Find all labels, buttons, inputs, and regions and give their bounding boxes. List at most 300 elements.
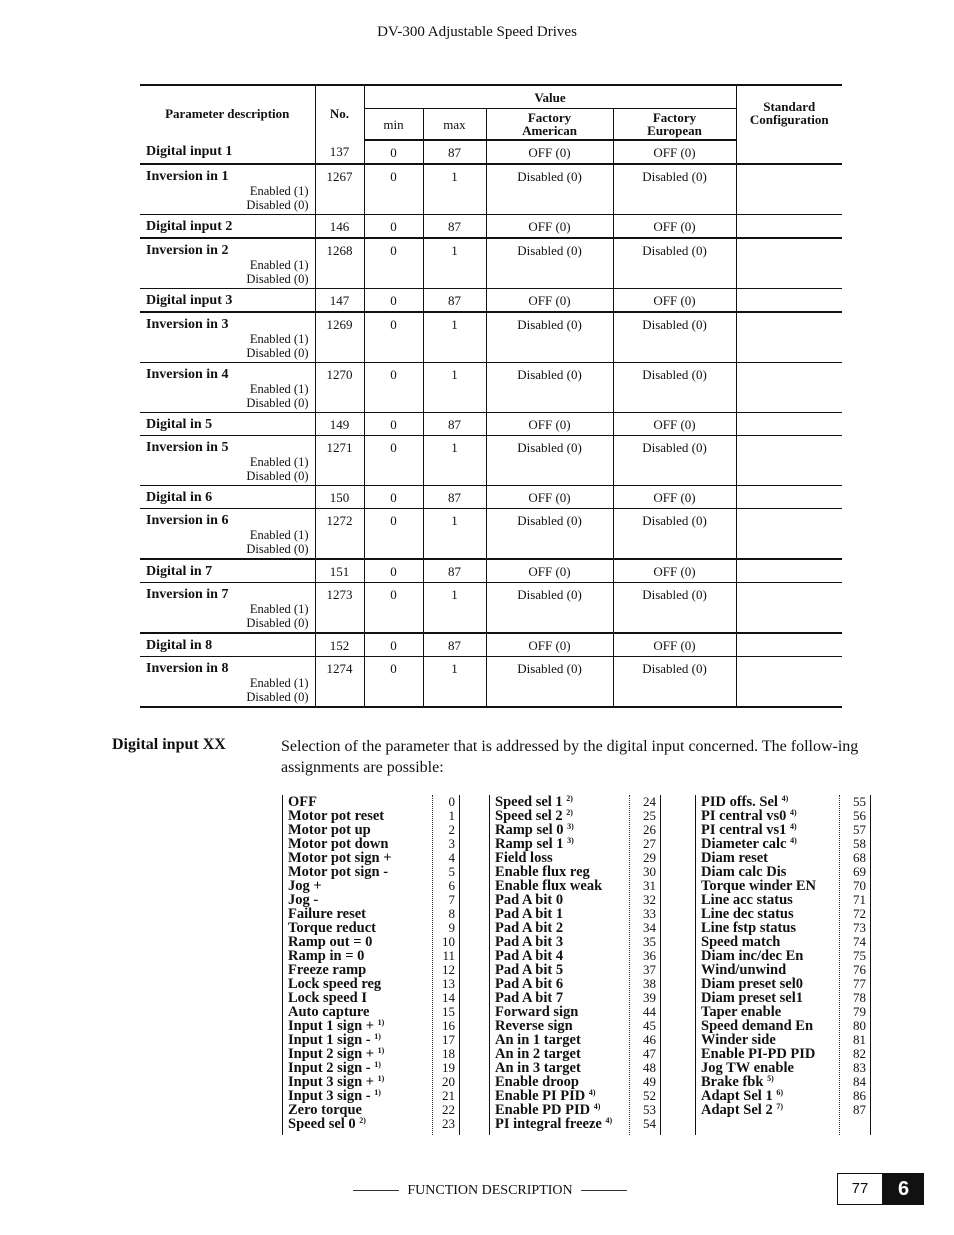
assignment-name xyxy=(701,1019,839,1033)
assignment-name xyxy=(495,907,629,921)
assignment-name xyxy=(701,1033,839,1047)
assignment-label: An in 3 target xyxy=(495,1060,581,1076)
cell-min: 0 xyxy=(364,583,423,634)
assignment-name xyxy=(495,935,629,949)
assignment-label: Speed sel 1 xyxy=(495,794,563,810)
assignment-name xyxy=(495,977,629,991)
cell-standard-config xyxy=(736,559,842,583)
assignment-label: OFF xyxy=(288,794,317,810)
assignment-label: Motor pot sign + xyxy=(288,850,392,866)
footnote-ref: 1) xyxy=(377,1018,385,1027)
assignment-name xyxy=(701,809,839,823)
assignment-value: 44 xyxy=(643,1004,656,1019)
assignment-label: Input 2 sign + xyxy=(288,1046,375,1062)
assignment-value: 26 xyxy=(643,822,656,837)
assignment-values xyxy=(629,795,661,1135)
assignment-name xyxy=(701,921,839,935)
assignment-name xyxy=(701,851,839,865)
cell-fa: Disabled (0) xyxy=(486,657,613,708)
assignment-value: 52 xyxy=(643,1088,656,1103)
assignment-value: 3 xyxy=(448,836,455,851)
assignment-value: 48 xyxy=(643,1060,656,1075)
assignment-label: Pad A bit 6 xyxy=(495,976,564,992)
assignment-value: 5 xyxy=(448,864,455,879)
cell-min: 0 xyxy=(364,140,423,164)
section-label: Digital input XX xyxy=(112,736,226,753)
param-option-enabled: Enabled (1) xyxy=(249,184,309,198)
assignment-value: 11 xyxy=(442,948,455,963)
assignment-name xyxy=(701,991,839,1005)
param-option-disabled: Disabled (0) xyxy=(246,396,309,410)
cell-fe: OFF (0) xyxy=(613,486,736,509)
footnote-ref: 4) xyxy=(593,1102,601,1111)
assignment-label: Diam calc Dis xyxy=(701,864,787,880)
assignment-name xyxy=(701,1075,839,1089)
assignment-label: Motor pot down xyxy=(288,836,389,852)
cell-max: 1 xyxy=(423,657,486,708)
assignment-label: Jog - xyxy=(288,892,319,908)
footer-rule-left xyxy=(353,1190,399,1191)
param-desc-cell xyxy=(140,289,315,313)
cell-no: 151 xyxy=(315,559,364,583)
assignment-names xyxy=(489,795,629,1135)
assignment-label: Taper enable xyxy=(701,1004,782,1020)
assignment-name xyxy=(495,1005,629,1019)
cell-no: 1270 xyxy=(315,363,364,413)
cell-min: 0 xyxy=(364,312,423,363)
cell-no: 152 xyxy=(315,633,364,657)
assignment-label: Torque winder EN xyxy=(701,878,816,894)
header-value: Value xyxy=(364,85,736,109)
assignment-value: 38 xyxy=(643,976,656,991)
header-no: No. xyxy=(315,85,364,140)
assignment-label: Lock speed I xyxy=(288,990,367,1006)
cell-min: 0 xyxy=(364,509,423,560)
param-option-enabled: Enabled (1) xyxy=(249,382,309,396)
assignment-value: 45 xyxy=(643,1018,656,1033)
footnote-ref: 7) xyxy=(776,1102,784,1111)
cell-fa: Disabled (0) xyxy=(486,164,613,215)
param-option-enabled: Enabled (1) xyxy=(249,258,309,272)
assignment-name xyxy=(495,949,629,963)
assignment-name xyxy=(288,963,432,977)
footnote-ref: 4) xyxy=(781,794,789,803)
assignment-label: Winder side xyxy=(701,1032,776,1048)
header-factory-american: Factory American xyxy=(486,109,613,141)
assignment-name xyxy=(288,1033,432,1047)
assignment-label: Reverse sign xyxy=(495,1018,573,1034)
assignment-value: 33 xyxy=(643,906,656,921)
assignment-name xyxy=(495,879,629,893)
assignment-label: An in 1 target xyxy=(495,1032,581,1048)
cell-no: 1274 xyxy=(315,657,364,708)
assignment-label: Input 1 sign + xyxy=(288,1018,375,1034)
assignment-name xyxy=(495,963,629,977)
cell-min: 0 xyxy=(364,633,423,657)
assignment-name xyxy=(288,949,432,963)
cell-standard-config xyxy=(736,413,842,436)
assignment-value: 31 xyxy=(643,878,656,893)
assignment-value: 47 xyxy=(643,1046,656,1061)
assignment-name xyxy=(495,851,629,865)
assignment-value: 82 xyxy=(853,1046,866,1061)
assignment-name xyxy=(288,893,432,907)
param-desc-cell xyxy=(140,436,315,486)
assignment-label: Speed match xyxy=(701,934,781,950)
param-desc-cell xyxy=(140,363,315,413)
cell-min: 0 xyxy=(364,559,423,583)
assignment-name xyxy=(288,935,432,949)
footnote-ref: 6) xyxy=(776,1088,784,1097)
assignment-value: 18 xyxy=(442,1046,455,1061)
cell-min: 0 xyxy=(364,363,423,413)
assignment-value: 75 xyxy=(853,948,866,963)
assignment-name xyxy=(701,949,839,963)
param-name: Digital in 7 xyxy=(146,564,213,579)
cell-fa: Disabled (0) xyxy=(486,363,613,413)
assignment-value: 79 xyxy=(853,1004,866,1019)
cell-max: 87 xyxy=(423,289,486,313)
cell-no: 149 xyxy=(315,413,364,436)
assignment-label: Pad A bit 0 xyxy=(495,892,564,908)
assignment-value: 49 xyxy=(643,1074,656,1089)
assignment-value: 34 xyxy=(643,920,656,935)
cell-fa: Disabled (0) xyxy=(486,238,613,289)
assignment-value: 24 xyxy=(643,794,656,809)
cell-max: 1 xyxy=(423,312,486,363)
table-row xyxy=(140,486,842,509)
assignment-label: Enable droop xyxy=(495,1074,579,1090)
cell-no: 147 xyxy=(315,289,364,313)
assignment-name xyxy=(288,977,432,991)
assignment-name xyxy=(288,907,432,921)
footnote-ref: 1) xyxy=(374,1088,381,1097)
cell-standard-config xyxy=(736,238,842,289)
param-desc-cell xyxy=(140,413,315,436)
assignment-label: Zero torque xyxy=(288,1102,362,1118)
assignment-name xyxy=(495,1075,629,1089)
cell-fe: Disabled (0) xyxy=(613,238,736,289)
param-name: Inversion in 6 xyxy=(146,513,229,528)
page-header: DV-300 Adjustable Speed Drives xyxy=(377,24,577,40)
param-desc-cell xyxy=(140,583,315,634)
cell-fe: OFF (0) xyxy=(613,215,736,239)
cell-min: 0 xyxy=(364,238,423,289)
assignment-label: Ramp in = 0 xyxy=(288,948,365,964)
footnote-ref: 1) xyxy=(377,1074,385,1083)
assignment-label: Diam preset sel1 xyxy=(701,990,804,1006)
assignment-label: Adapt Sel 1 xyxy=(701,1088,773,1104)
assignment-name xyxy=(701,879,839,893)
assignment-value: 72 xyxy=(853,906,866,921)
param-option-disabled: Disabled (0) xyxy=(246,272,309,286)
assignment-value: 21 xyxy=(442,1088,455,1103)
param-option-enabled: Enabled (1) xyxy=(249,602,309,616)
footnote-ref: 4) xyxy=(790,836,797,845)
assignment-name xyxy=(288,865,432,879)
assignment-name xyxy=(701,963,839,977)
cell-standard-config xyxy=(736,363,842,413)
table-row xyxy=(140,289,842,313)
cell-max: 1 xyxy=(423,436,486,486)
assignment-name xyxy=(495,1033,629,1047)
cell-standard-config xyxy=(736,140,842,164)
footnote-ref: 4) xyxy=(790,822,797,831)
footnote-ref: 1) xyxy=(374,1032,381,1041)
param-option-disabled: Disabled (0) xyxy=(246,469,309,483)
assignment-value: 32 xyxy=(643,892,656,907)
cell-max: 1 xyxy=(423,509,486,560)
cell-standard-config xyxy=(736,486,842,509)
param-option-disabled: Disabled (0) xyxy=(246,346,309,360)
cell-standard-config xyxy=(736,164,842,215)
param-desc-cell xyxy=(140,486,315,509)
cell-no: 150 xyxy=(315,486,364,509)
assignment-label: Motor pot sign - xyxy=(288,864,389,880)
assignment-name xyxy=(495,837,629,851)
cell-max: 87 xyxy=(423,486,486,509)
assignment-value: 9 xyxy=(448,920,455,935)
assignment-value: 57 xyxy=(853,822,866,837)
assignment-value: 27 xyxy=(643,836,656,851)
assignment-label: Input 2 sign - xyxy=(288,1060,371,1076)
assignment-name xyxy=(288,991,432,1005)
cell-fe: Disabled (0) xyxy=(613,657,736,708)
assignment-label: Diam reset xyxy=(701,850,768,866)
cell-min: 0 xyxy=(364,289,423,313)
assignment-label: Diameter calc xyxy=(701,836,787,852)
cell-min: 0 xyxy=(364,657,423,708)
assignment-value: 20 xyxy=(442,1074,455,1089)
param-name: Inversion in 4 xyxy=(146,367,229,382)
cell-standard-config xyxy=(736,289,842,313)
table-row xyxy=(140,215,842,239)
assignment-value: 81 xyxy=(853,1032,866,1047)
assignment-value: 13 xyxy=(442,976,455,991)
assignment-label: Auto capture xyxy=(288,1004,370,1020)
assignment-name xyxy=(288,879,432,893)
cell-fe: Disabled (0) xyxy=(613,509,736,560)
assignment-name xyxy=(495,921,629,935)
assignment-label: Ramp sel 1 xyxy=(495,836,564,852)
cell-no: 146 xyxy=(315,215,364,239)
assignment-label: Pad A bit 4 xyxy=(495,948,564,964)
assignment-label: Motor pot up xyxy=(288,822,371,838)
cell-fa: OFF (0) xyxy=(486,289,613,313)
assignment-name xyxy=(495,1019,629,1033)
assignment-label: Lock speed reg xyxy=(288,976,382,992)
cell-no: 1268 xyxy=(315,238,364,289)
assignment-label: Motor pot reset xyxy=(288,808,385,824)
cell-max: 87 xyxy=(423,413,486,436)
assignment-value: 12 xyxy=(442,962,455,977)
footnote-ref: 5) xyxy=(767,1074,774,1083)
assignment-name xyxy=(288,851,432,865)
param-name: Inversion in 7 xyxy=(146,587,229,602)
chapter-tab: 6 xyxy=(883,1173,924,1205)
footnote-ref: 3) xyxy=(567,822,574,831)
assignment-value: 56 xyxy=(853,808,866,823)
assignment-label: Jog TW enable xyxy=(701,1060,794,1076)
assignment-label: An in 2 target xyxy=(495,1046,581,1062)
param-name: Digital input 1 xyxy=(146,144,233,159)
table-row xyxy=(140,657,842,708)
footnote-ref: 1) xyxy=(374,1060,381,1069)
assignment-value: 30 xyxy=(643,864,656,879)
assignment-name xyxy=(701,907,839,921)
table-row xyxy=(140,509,842,560)
header-param-desc: Parameter description xyxy=(140,85,315,140)
cell-fa: OFF (0) xyxy=(486,486,613,509)
cell-min: 0 xyxy=(364,436,423,486)
assignment-value: 16 xyxy=(442,1018,455,1033)
cell-standard-config xyxy=(736,509,842,560)
assignment-value: 39 xyxy=(643,990,656,1005)
cell-no: 1271 xyxy=(315,436,364,486)
assignment-value: 87 xyxy=(853,1102,866,1117)
cell-no: 1273 xyxy=(315,583,364,634)
assignment-name xyxy=(288,1103,432,1117)
header-standard-config: Standard Configuration xyxy=(736,85,842,140)
assignment-value: 36 xyxy=(643,948,656,963)
assignment-name xyxy=(495,1103,629,1117)
param-name: Digital input 2 xyxy=(146,219,233,234)
param-name: Inversion in 1 xyxy=(146,169,229,184)
table-row xyxy=(140,164,842,215)
footnote-ref: 4) xyxy=(588,1088,596,1097)
assignment-label: Freeze ramp xyxy=(288,962,367,978)
param-desc-cell xyxy=(140,215,315,239)
assignment-value: 1 xyxy=(448,808,455,823)
param-option-disabled: Disabled (0) xyxy=(246,198,309,212)
assignment-label: Speed sel 2 xyxy=(495,808,563,824)
assignment-value: 14 xyxy=(442,990,455,1005)
footnote-ref: 4) xyxy=(790,808,797,817)
assignment-value: 46 xyxy=(643,1032,656,1047)
param-option-disabled: Disabled (0) xyxy=(246,690,309,704)
param-desc-cell xyxy=(140,312,315,363)
assignment-value: 55 xyxy=(853,794,866,809)
assignment-name xyxy=(495,1117,629,1131)
assignment-name xyxy=(495,795,629,809)
assignment-name xyxy=(288,1019,432,1033)
cell-fa: Disabled (0) xyxy=(486,436,613,486)
assignment-name xyxy=(288,1075,432,1089)
assignment-value: 74 xyxy=(853,934,866,949)
footnote-ref: 2) xyxy=(566,794,573,803)
assignment-value: 19 xyxy=(442,1060,455,1075)
footer xyxy=(340,1183,640,1199)
param-desc-cell xyxy=(140,164,315,215)
assignment-value: 6 xyxy=(448,878,455,893)
assignment-name xyxy=(701,1089,839,1103)
assignment-value: 70 xyxy=(853,878,866,893)
table-row xyxy=(140,363,842,413)
table-row xyxy=(140,238,842,289)
assignment-name xyxy=(701,1047,839,1061)
assignment-name xyxy=(495,1047,629,1061)
header-factory-european: Factory European xyxy=(613,109,736,141)
cell-fe: Disabled (0) xyxy=(613,164,736,215)
param-name: Digital in 6 xyxy=(146,490,213,505)
assignment-name xyxy=(495,865,629,879)
cell-standard-config xyxy=(736,312,842,363)
assignment-name xyxy=(288,837,432,851)
assignment-value: 22 xyxy=(442,1102,455,1117)
assignment-label: Enable PI PID xyxy=(495,1088,586,1104)
assignment-label: Torque reduct xyxy=(288,920,376,936)
assignment-name xyxy=(288,809,432,823)
footnote-ref: 2) xyxy=(359,1116,366,1125)
assignment-label: Failure reset xyxy=(288,906,366,922)
assignment-label: Wind/unwind xyxy=(701,962,787,978)
table-row xyxy=(140,413,842,436)
assignment-label: Ramp sel 0 xyxy=(495,822,564,838)
assignment-value: 80 xyxy=(853,1018,866,1033)
assignment-label: Line acc status xyxy=(701,892,793,908)
cell-fa: Disabled (0) xyxy=(486,583,613,634)
cell-fa: OFF (0) xyxy=(486,633,613,657)
assignment-value: 17 xyxy=(442,1032,455,1047)
param-desc-cell xyxy=(140,657,315,708)
assignment-name xyxy=(701,823,839,837)
assignment-label: PID offs. Sel xyxy=(701,794,778,810)
assignment-name xyxy=(495,991,629,1005)
assignment-value: 83 xyxy=(853,1060,866,1075)
assignment-label: Diam inc/dec En xyxy=(701,948,804,964)
cell-max: 1 xyxy=(423,583,486,634)
assignment-name xyxy=(701,1005,839,1019)
cell-max: 87 xyxy=(423,215,486,239)
assignment-value: 2 xyxy=(448,822,455,837)
param-desc-cell xyxy=(140,559,315,583)
cell-fa: OFF (0) xyxy=(486,215,613,239)
assignment-names xyxy=(695,795,839,1135)
assignment-value: 7 xyxy=(448,892,455,907)
assignment-name xyxy=(701,1061,839,1075)
section-text: Selection of the parameter that is addressed by the digital input concerned. The follow-ing assignments are possible: xyxy=(281,738,859,776)
param-option-disabled: Disabled (0) xyxy=(246,616,309,630)
assignment-name xyxy=(701,977,839,991)
assignment-values xyxy=(839,795,871,1135)
assignment-label: Adapt Sel 2 xyxy=(701,1102,773,1118)
param-desc-cell xyxy=(140,509,315,560)
assignment-name xyxy=(701,1103,839,1117)
assignment-label: Enable PI-PD PID xyxy=(701,1046,816,1062)
cell-max: 1 xyxy=(423,363,486,413)
parameter-table xyxy=(140,84,842,708)
param-name: Inversion in 3 xyxy=(146,317,229,332)
cell-no: 1272 xyxy=(315,509,364,560)
assignment-name xyxy=(288,1047,432,1061)
cell-fa: OFF (0) xyxy=(486,559,613,583)
assignment-label: PI integral freeze xyxy=(495,1116,602,1132)
assignment-name xyxy=(495,809,629,823)
param-name: Inversion in 5 xyxy=(146,440,229,455)
assignment-name xyxy=(288,1005,432,1019)
assignment-label: Pad A bit 2 xyxy=(495,920,564,936)
assignment-name xyxy=(495,823,629,837)
assignment-label: Speed demand En xyxy=(701,1018,814,1034)
assignment-value: 23 xyxy=(442,1116,455,1131)
table-row xyxy=(140,583,842,634)
table-row xyxy=(140,633,842,657)
assignment-name xyxy=(288,1089,432,1103)
assignment-label: Line dec status xyxy=(701,906,794,922)
cell-standard-config xyxy=(736,436,842,486)
assignment-name xyxy=(701,837,839,851)
assignment-value: 58 xyxy=(853,836,866,851)
